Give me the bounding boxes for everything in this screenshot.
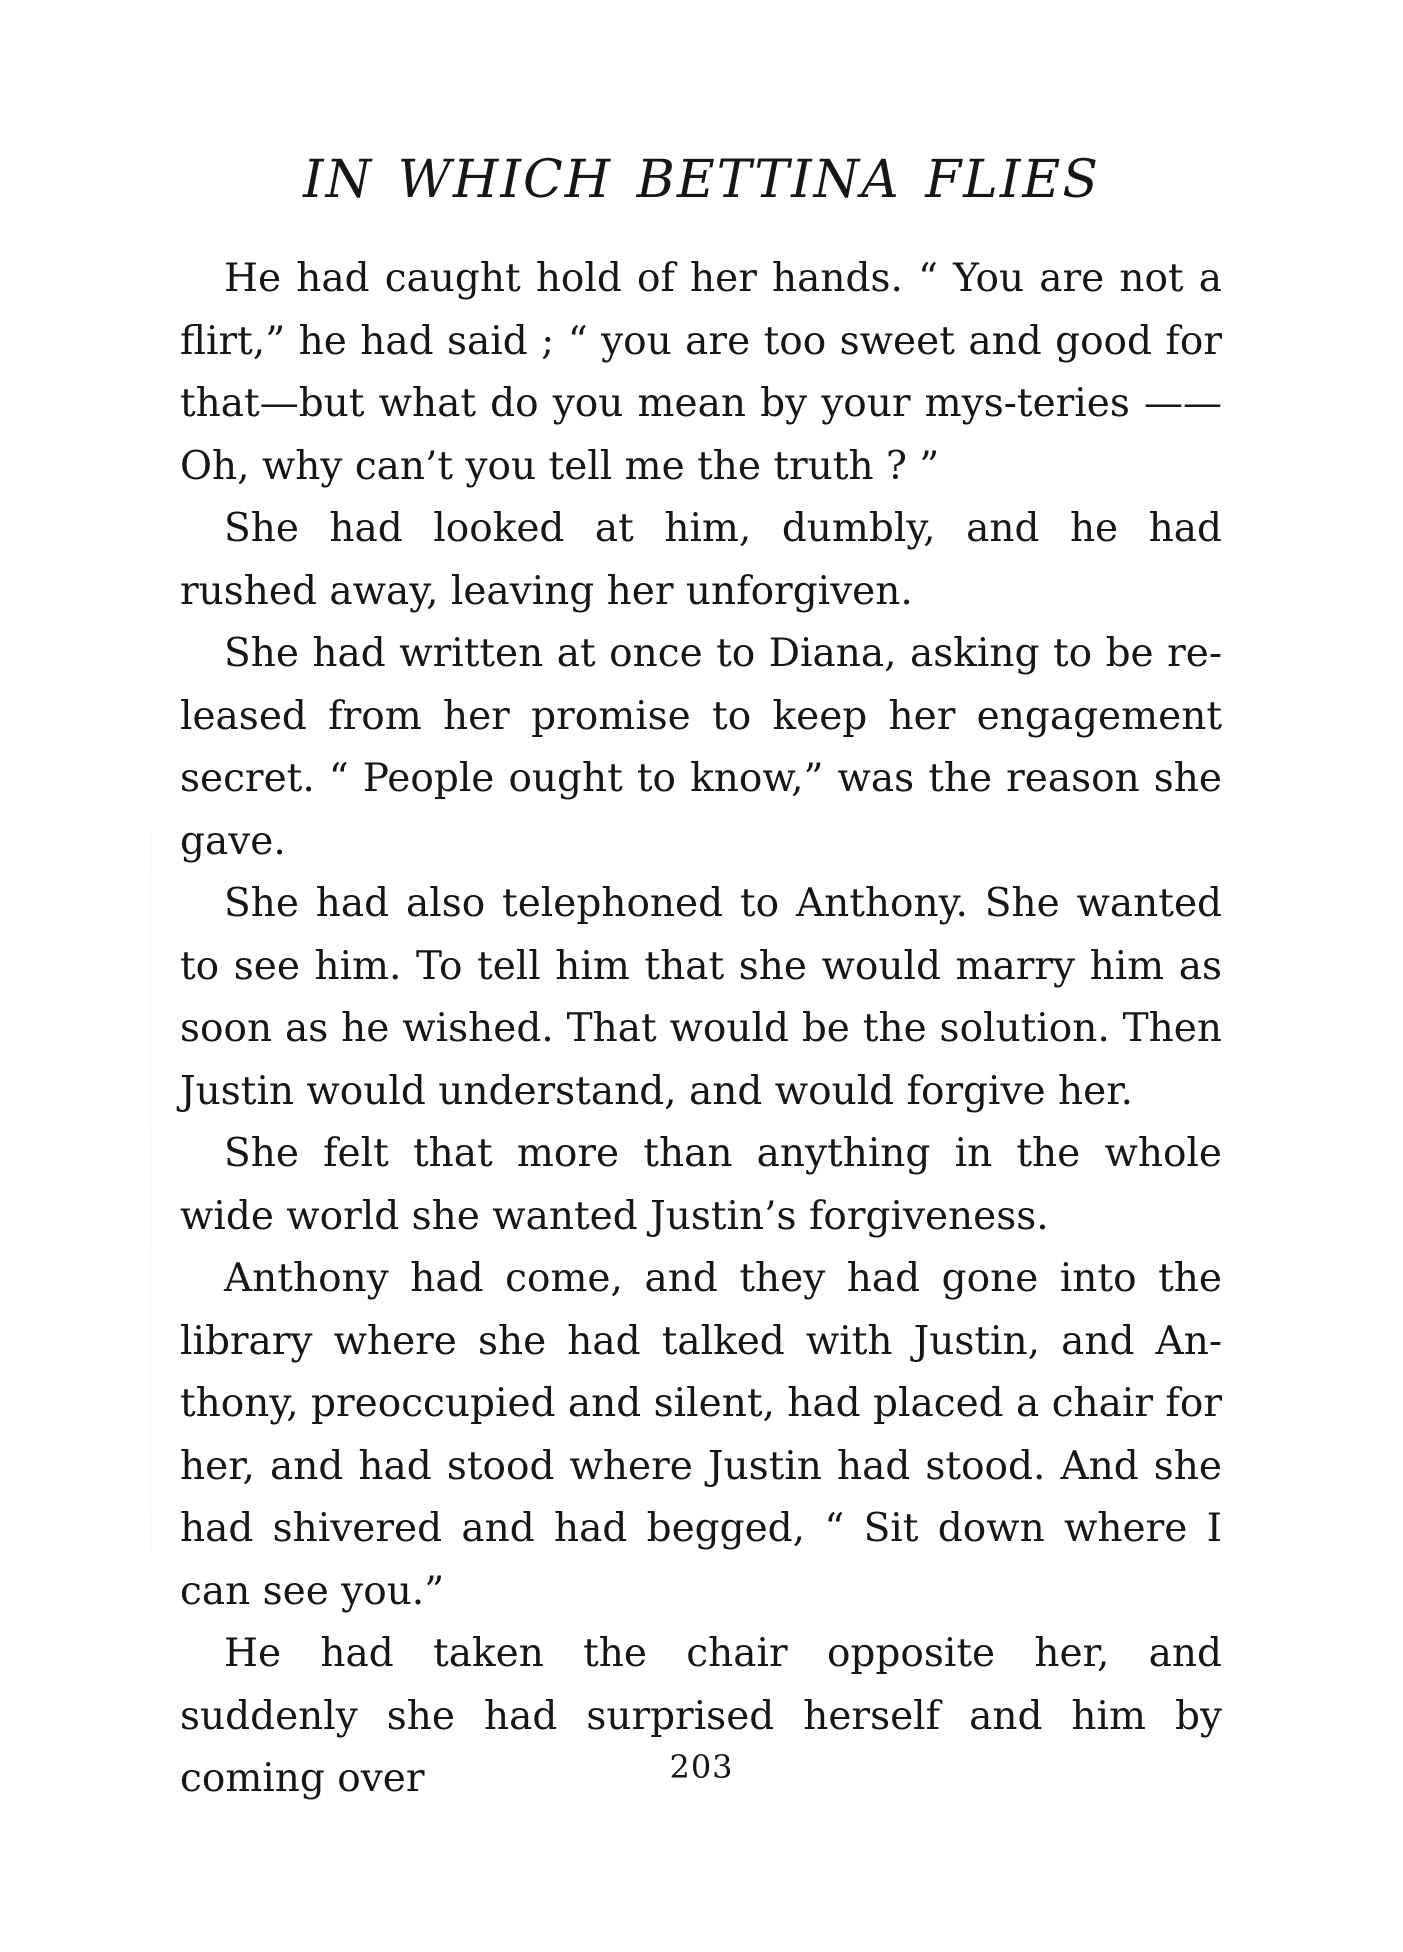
body-text: [180, 248, 1222, 1811]
paragraph-7: He had taken the chair opposite her, and suddenly she had surprised herself and him by coming over: [180, 1631, 1222, 1801]
paragraph-1: He had caught hold of her hands. “ You are not a flirt,” he had said ; “ you are too sweet and good for that—but what do you mean by your mys-teries —— Oh, why can’t you tell me the truth ? ”: [180, 256, 1222, 489]
paragraph-6: Anthony had come, and they had gone into the library where she had talked with Justin, and An-thony, preoccupied and silent, had placed a chair for her, and had stood where Justin had stood. And she had shivered and had begged, “ Sit down where I can see you.”: [180, 1256, 1222, 1614]
paragraph-4: She had also telephoned to Anthony. She wanted to see him. To tell him that she would marry him as soon as he wished. That would be the solution. Then Justin would understand, and would forgive her.: [180, 881, 1222, 1114]
page-fold-shadow: [150, 540, 151, 1840]
running-head: IN WHICH BETTINA FLIES: [303, 150, 1100, 210]
page-number: 203: [669, 1748, 734, 1786]
paragraph-2: She had looked at him, dumbly, and he had rushed away, leaving her unforgiven.: [180, 506, 1222, 614]
paragraph-5: She felt that more than anything in the whole wide world she wanted Justin’s forgiveness.: [180, 1131, 1222, 1239]
paragraph-3: She had written at once to Diana, asking to be re-leased from her promise to keep her engagement secret. “ People ought to know,” was the reason she gave.: [180, 631, 1222, 864]
